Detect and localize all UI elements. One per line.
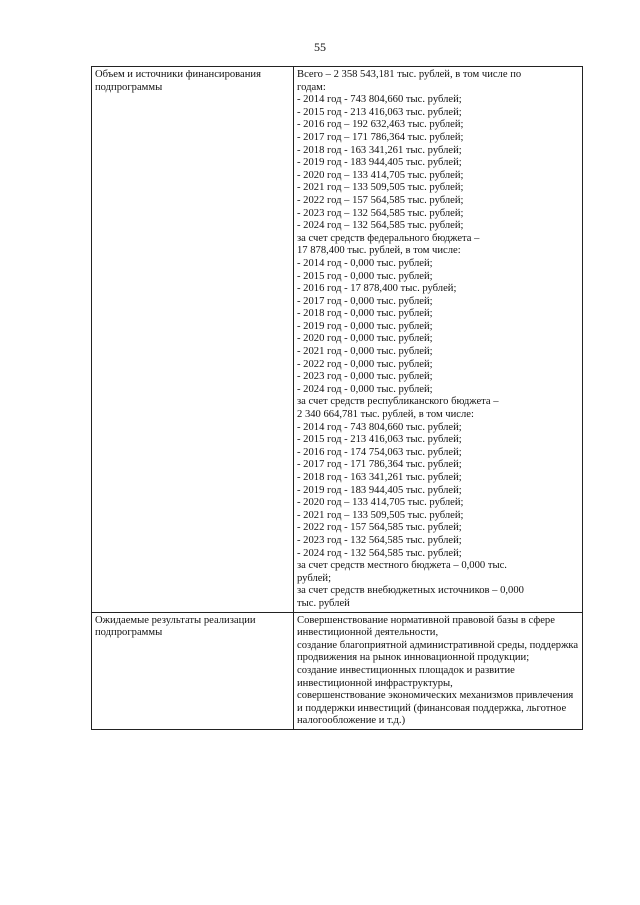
financing-line: - 2017 год – 171 786,364 тыс. рублей; — [297, 131, 464, 143]
financing-line: 2 340 664,781 тыс. рублей, в том числе: — [297, 409, 474, 421]
financing-line: - 2019 год - 183 944,405 тыс. рублей; — [297, 157, 462, 169]
financing-line: - 2019 год - 183 944,405 тыс. рублей; — [297, 484, 462, 496]
subprogram-passport-table — [91, 66, 583, 730]
row-label-financing: Объем и источники финансирования подпрограммы — [92, 67, 294, 613]
result-paragraph: создание благоприятной административной среды, поддержка продвижения на рынок инновационной продукции; — [297, 639, 579, 664]
financing-line: - 2014 год - 743 804,660 тыс. рублей; — [297, 94, 462, 106]
financing-line: - 2023 год - 0,000 тыс. рублей; — [297, 371, 433, 383]
financing-line: - 2022 год - 157 564,585 тыс. рублей; — [297, 522, 462, 534]
financing-line: - 2014 год - 743 804,660 тыс. рублей; — [297, 421, 462, 433]
financing-line: Всего – 2 358 543,181 тыс. рублей, в том числе по — [297, 69, 522, 80]
financing-line: - 2014 год - 0,000 тыс. рублей; — [297, 257, 433, 269]
financing-line: - 2017 год - 0,000 тыс. рублей; — [297, 295, 433, 307]
row-label-expected-results: Ожидаемые результаты реализации подпрограммы — [92, 612, 294, 729]
financing-line: - 2017 год - 171 786,364 тыс. рублей; — [297, 459, 462, 471]
financing-line: - 2020 год - 0,000 тыс. рублей; — [297, 333, 433, 345]
financing-line: - 2018 год - 163 341,261 тыс. рублей; — [297, 144, 462, 156]
financing-line: - 2021 год - 0,000 тыс. рублей; — [297, 346, 433, 358]
financing-line: тыс. рублей — [297, 597, 350, 609]
table-row-expected-results — [92, 612, 583, 729]
financing-line: - 2018 год - 163 341,261 тыс. рублей; — [297, 472, 462, 483]
financing-line: - 2019 год - 0,000 тыс. рублей; — [297, 320, 433, 332]
financing-line: - 2020 год – 133 414,705 тыс. рублей; — [297, 497, 464, 509]
financing-line: - 2016 год – 192 632,463 тыс. рублей; — [297, 119, 464, 131]
page-number: 55 — [314, 40, 326, 54]
financing-line: - 2021 год – 133 509,505 тыс. рублей; — [297, 509, 464, 521]
financing-line: за счет средств республиканского бюджета – — [297, 396, 499, 408]
financing-line: за счет средств внебюджетных источников – 0,000 — [297, 585, 524, 597]
financing-line: - 2015 год - 213 416,063 тыс. рублей; — [297, 106, 462, 118]
financing-line: - 2016 год - 17 878,400 тыс. рублей; — [297, 283, 457, 295]
financing-line: годам: — [297, 81, 326, 93]
financing-line: - 2015 год - 213 416,063 тыс. рублей; — [297, 434, 462, 446]
financing-line: за счет средств местного бюджета – 0,000 тыс. — [297, 560, 507, 572]
result-paragraph: совершенствование экономических механизмов привлечения и поддержки инвестиций (финансовая поддержка, льготное налогообложение и т.д.) — [297, 690, 574, 727]
financing-line: - 2024 год – 132 564,585 тыс. рублей; — [297, 220, 464, 232]
financing-line: - 2021 год – 133 509,505 тыс. рублей; — [297, 182, 464, 194]
result-paragraph: Совершенствование нормативной правовой базы в сфере инвестиционной деятельности, — [297, 614, 555, 639]
financing-details — [294, 67, 583, 613]
financing-line: - 2024 год - 132 564,585 тыс. рублей; — [297, 547, 462, 559]
financing-line: - 2016 год - 174 754,063 тыс. рублей; — [297, 446, 462, 458]
financing-line: за счет средств федерального бюджета – — [297, 232, 480, 244]
financing-line: - 2023 год - 132 564,585 тыс. рублей; — [297, 534, 462, 546]
financing-line: - 2020 год – 133 414,705 тыс. рублей; — [297, 169, 464, 181]
expected-results-details — [294, 612, 583, 729]
financing-line: - 2023 год – 132 564,585 тыс. рублей; — [297, 207, 464, 219]
financing-line: 17 878,400 тыс. рублей, в том числе: — [297, 245, 461, 257]
table-row-financing — [92, 67, 583, 613]
financing-line: - 2015 год - 0,000 тыс. рублей; — [297, 270, 433, 282]
financing-line: - 2024 год - 0,000 тыс. рублей; — [297, 383, 433, 395]
financing-line: рублей; — [297, 572, 332, 584]
financing-line: - 2018 год - 0,000 тыс. рублей; — [297, 308, 433, 320]
financing-line: - 2022 год - 0,000 тыс. рублей; — [297, 358, 433, 370]
result-paragraph: создание инвестиционных площадок и развитие инвестиционной инфраструктуры, — [297, 664, 515, 689]
financing-line: - 2022 год – 157 564,585 тыс. рублей; — [297, 194, 464, 206]
